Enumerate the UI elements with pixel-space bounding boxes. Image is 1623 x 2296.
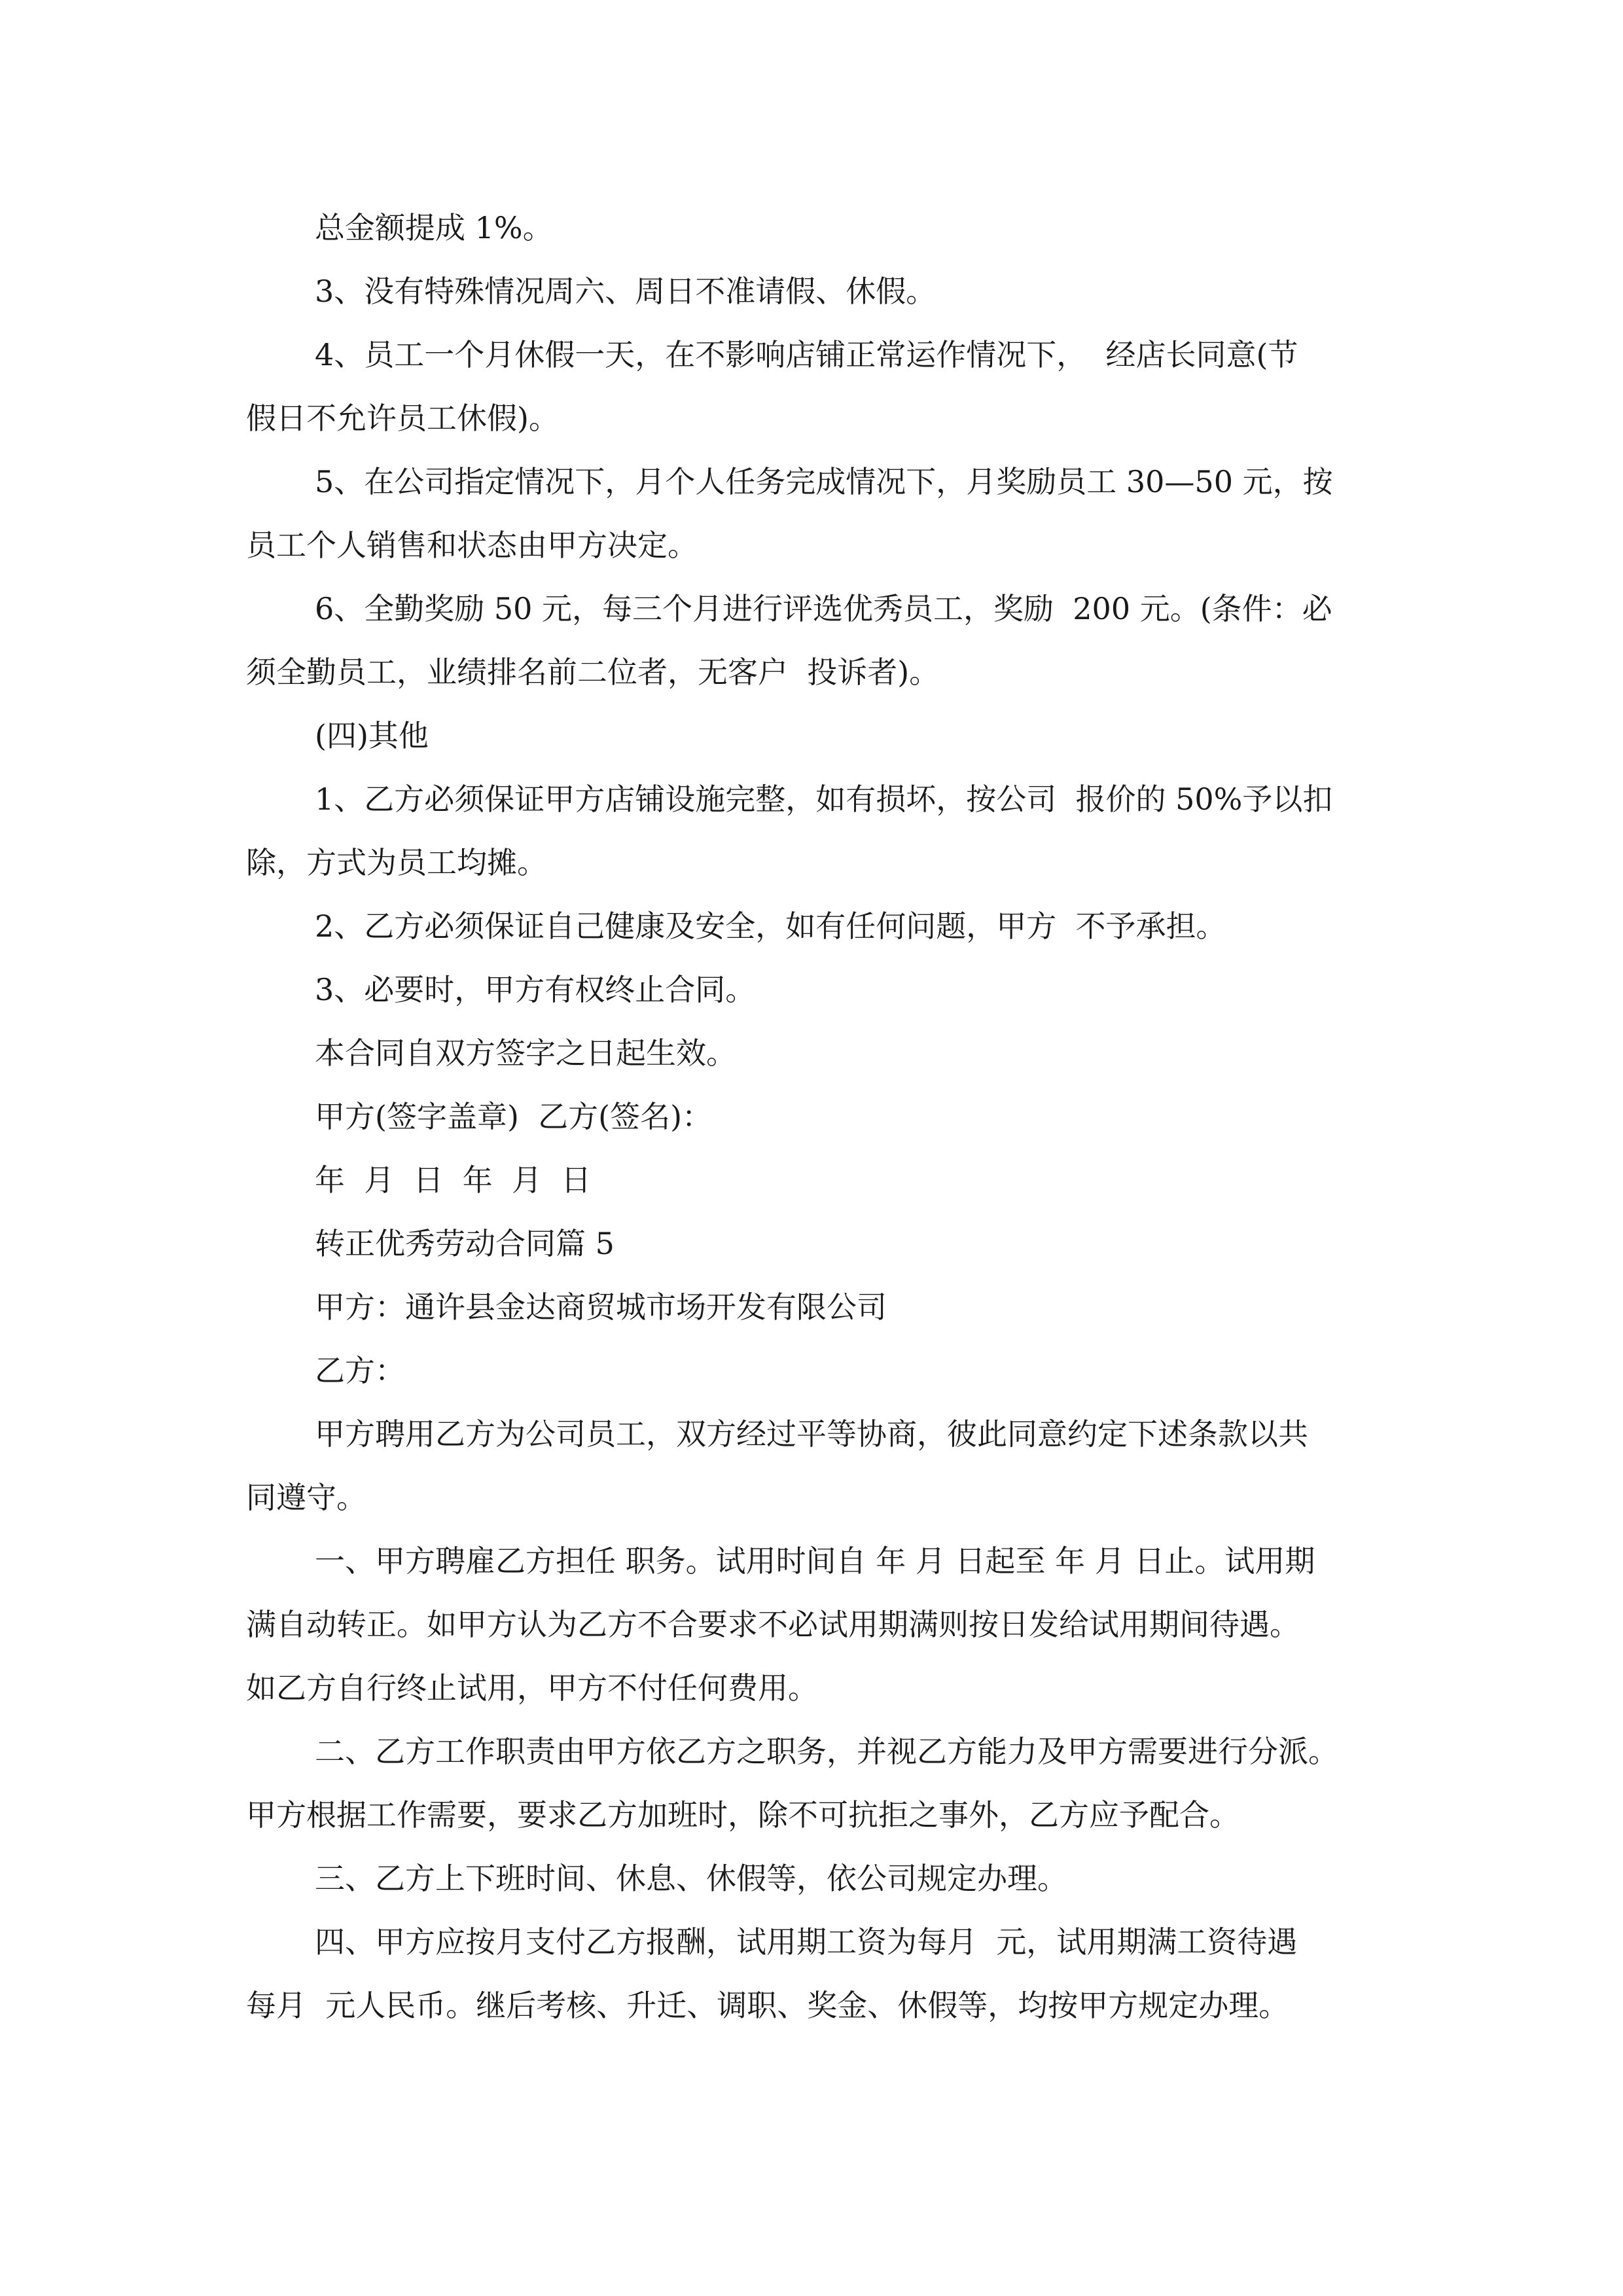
text-line: 6、全勤奖励 50 元，每三个月进行评选优秀员工，奖励 200 元。(条件：必	[315, 591, 1332, 626]
text-line: 总金额提成 1%。	[315, 210, 553, 245]
text-line: 5、在公司指定情况下，月个人任务完成情况下，月奖励员工 30—50 元，按	[315, 464, 1333, 499]
text-line: 甲方根据工作需要，要求乙方加班时，除不可抗拒之事外，乙方应予配合。	[246, 1797, 1240, 1833]
text-line: 二、乙方工作职责由甲方依乙方之职务，并视乙方能力及甲方需要进行分派。	[315, 1734, 1338, 1769]
text-line: 每月 元人民币。继后考核、升迁、调职、奖金、休假等，均按甲方规定办理。	[246, 1988, 1289, 2023]
text-line: 一、甲方聘雇乙方担任 职务。试用时间自 年 月 日起至 年 月 日止。试用期	[315, 1543, 1315, 1579]
text-line: 3、必要时，甲方有权终止合同。	[315, 972, 756, 1007]
date-line: 年 月 日 年 月 日	[315, 1162, 592, 1198]
text-line: 四、甲方应按月支付乙方报酬，试用期工资为每月 元，试用期满工资待遇	[315, 1924, 1298, 1960]
contract-title: 转正优秀劳动合同篇 5	[315, 1226, 615, 1261]
document-page	[246, 196, 1378, 2037]
text-line: 1、乙方必须保证甲方店铺设施完整，如有损坏，按公司 报价的 50%予以扣	[315, 781, 1333, 817]
text-line: 同遵守。	[246, 1480, 366, 1515]
text-line: 员工个人销售和状态由甲方决定。	[246, 528, 698, 563]
text-line: 2、乙方必须保证自己健康及安全，如有任何问题，甲方 不予承担。	[315, 908, 1226, 944]
text-line: 假日不允许员工休假)。	[246, 401, 559, 436]
party-b-line: 乙方：	[315, 1353, 405, 1388]
text-line: 须全勤员工，业绩排名前二位者，无客户 投诉者)。	[246, 655, 940, 690]
text-line: 满自动转正。如甲方认为乙方不合要求不必试用期满则按日发给试用期间待遇。	[246, 1607, 1300, 1642]
party-a-line: 甲方：通许县金达商贸城市场开发有限公司	[315, 1289, 887, 1325]
text-line: 除，方式为员工均摊。	[246, 845, 547, 880]
text-line: 本合同自双方签字之日起生效。	[315, 1035, 736, 1071]
section-heading: (四)其他	[315, 718, 429, 753]
text-line: 如乙方自行终止试用，甲方不付任何费用。	[246, 1670, 818, 1706]
text-line: 3、没有特殊情况周六、周日不准请假、休假。	[315, 274, 936, 309]
signature-line: 甲方(签字盖章) 乙方(签名)：	[315, 1099, 713, 1134]
text-line: 4、员工一个月休假一天，在不影响店铺正常运作情况下， 经店长同意(节	[315, 337, 1298, 372]
text-line: 三、乙方上下班时间、休息、休假等，依公司规定办理。	[315, 1861, 1067, 1896]
text-line: 甲方聘用乙方为公司员工，双方经过平等协商，彼此同意约定下述条款以共	[315, 1416, 1308, 1452]
